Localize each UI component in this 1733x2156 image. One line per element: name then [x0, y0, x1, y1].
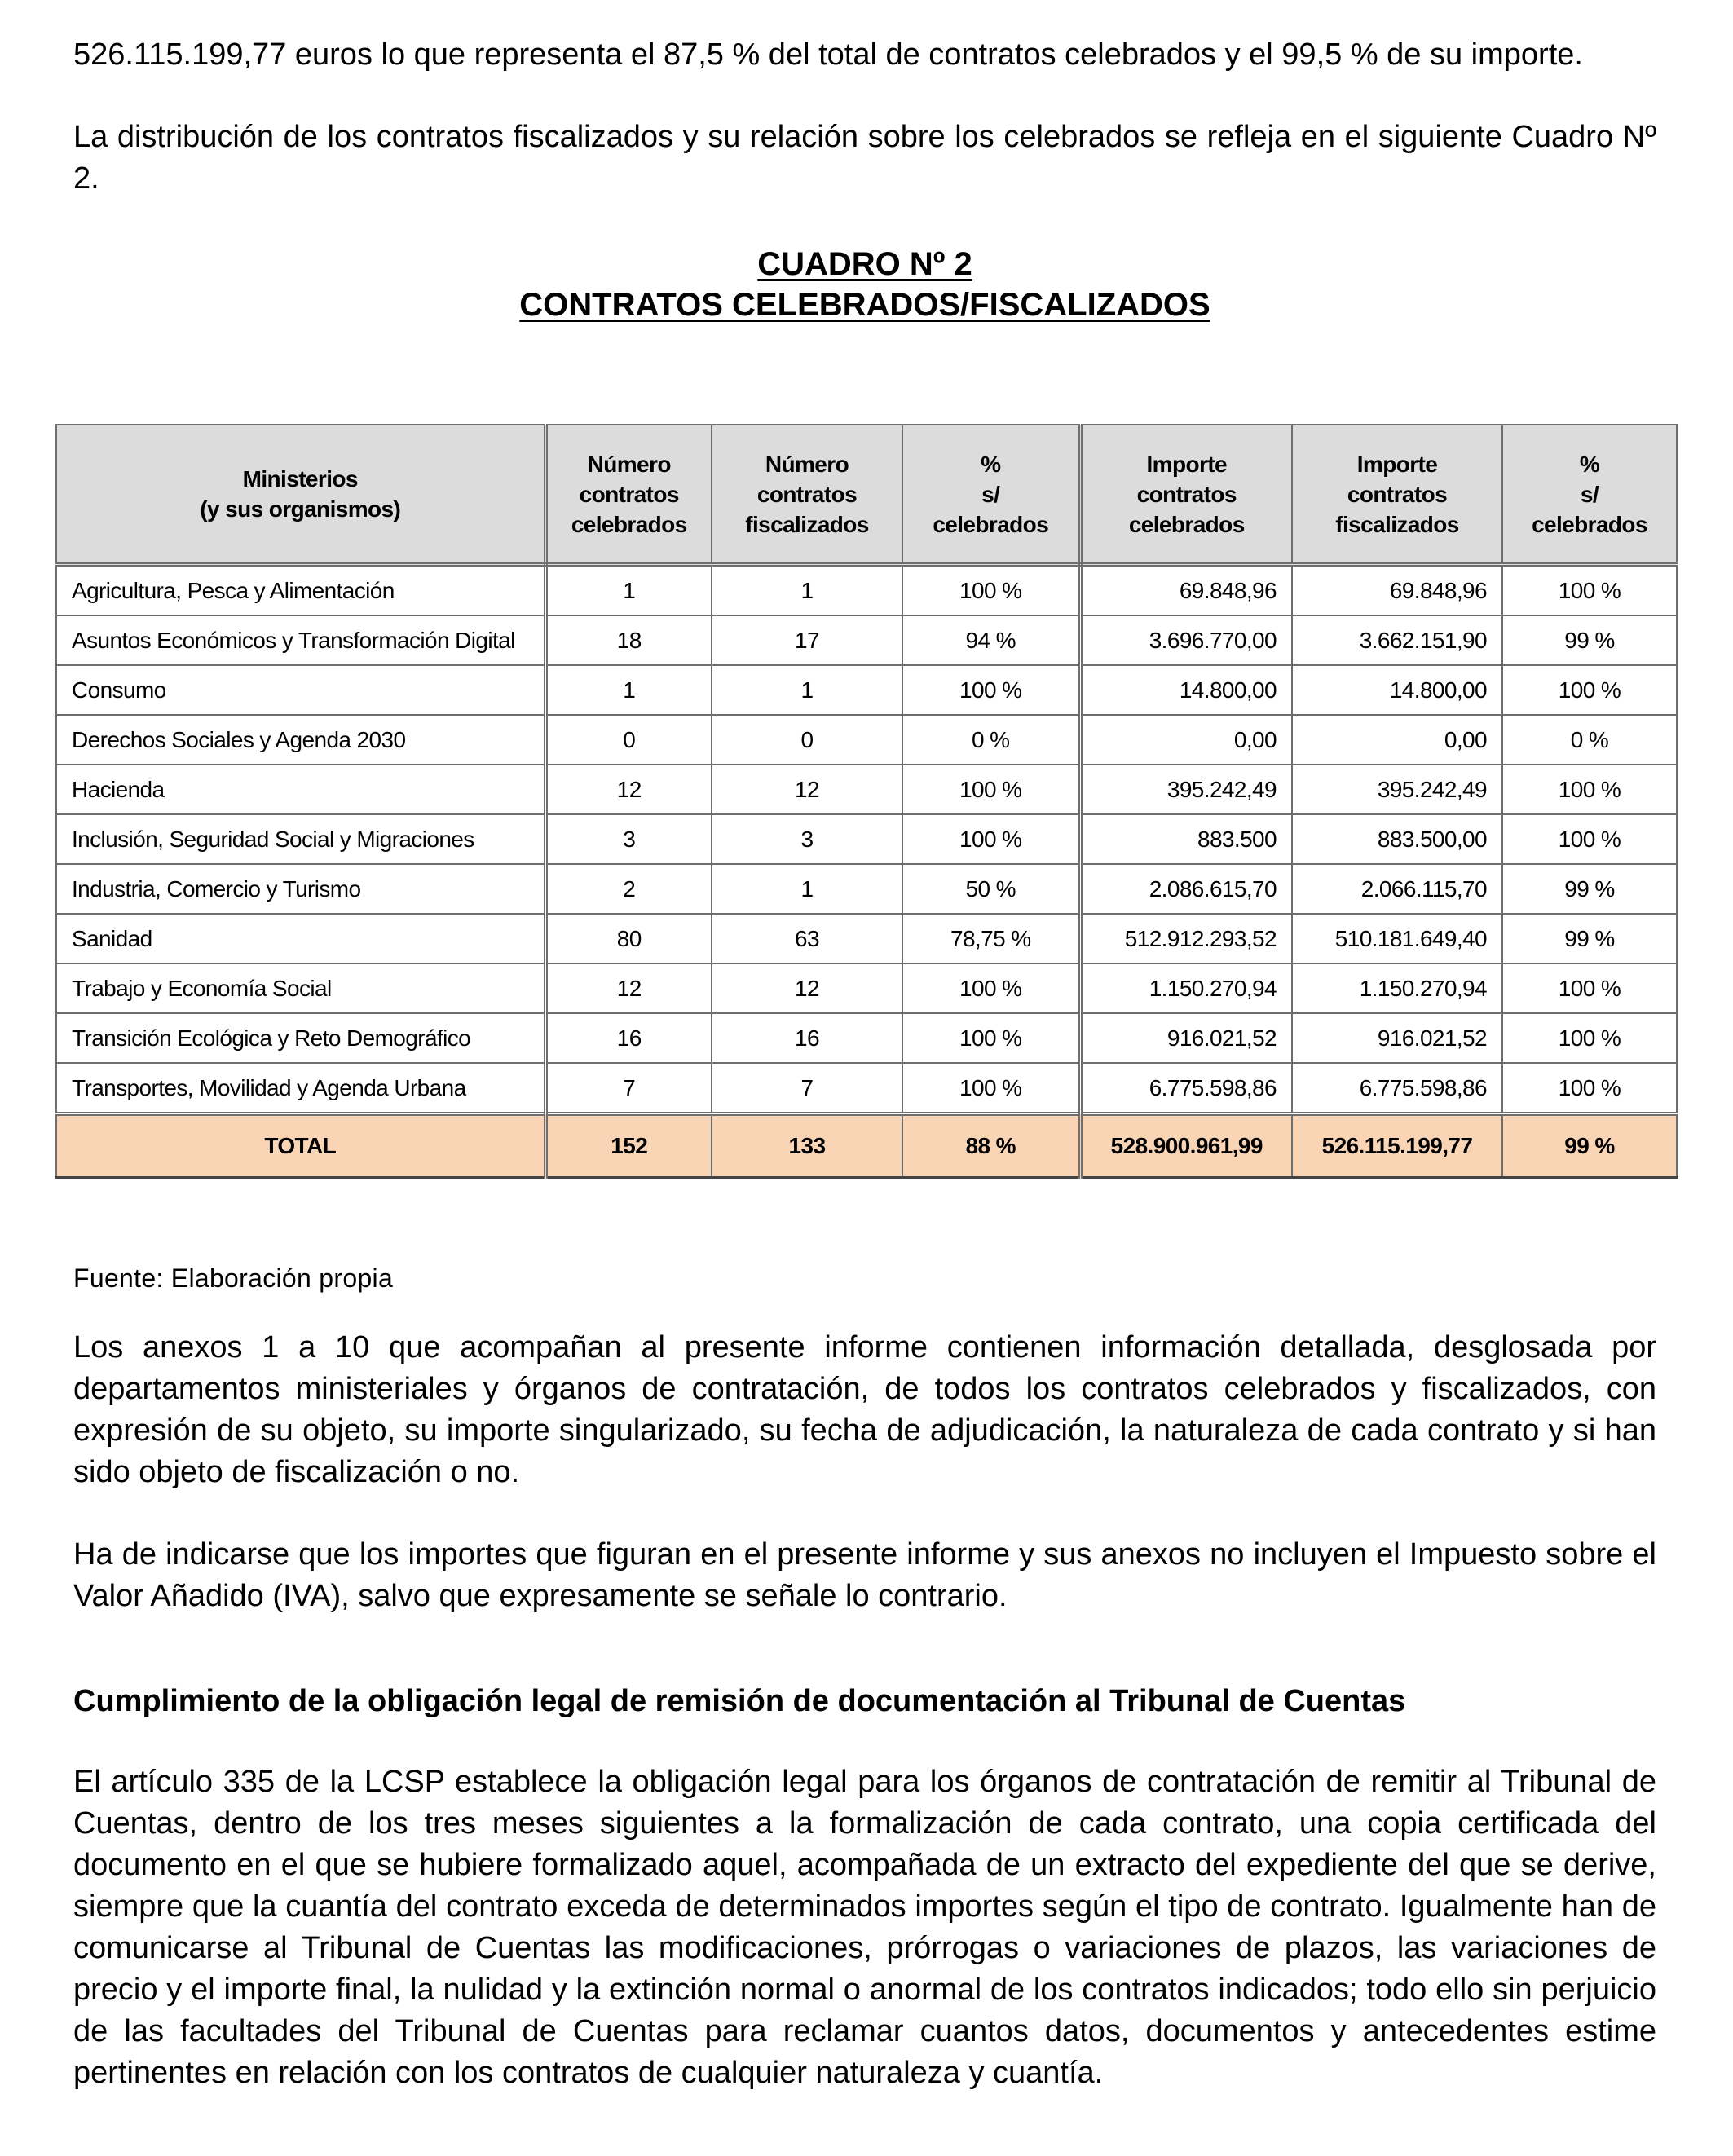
- cell-importe-fiscalizados: 2.066.115,70: [1292, 864, 1502, 914]
- cell-num-fiscalizados: 3: [712, 814, 902, 864]
- cell-num-fiscalizados: 12: [712, 963, 902, 1013]
- cell-importe-celebrados: 512.912.293,52: [1080, 914, 1292, 963]
- table-title-line-2: CONTRATOS CELEBRADOS/FISCALIZADOS: [519, 287, 1210, 323]
- cell-importe-fiscalizados: 0,00: [1292, 715, 1502, 765]
- cell-num-celebrados: 16: [545, 1013, 712, 1063]
- paragraph-2: La distribución de los contratos fiscalizados y su relación sobre los celebrados se refleja en el siguiente Cuadro Nº 2.: [73, 120, 1656, 196]
- table-caption: [73, 244, 1656, 325]
- body-text-after-table: [73, 1327, 1656, 2094]
- cell-pct-importe: 100 %: [1502, 1063, 1677, 1114]
- cell-importe-fiscalizados: 14.800,00: [1292, 665, 1502, 715]
- cell-num-celebrados: 12: [545, 963, 712, 1013]
- table-row: [56, 665, 1677, 715]
- cell-num-celebrados: 1: [545, 665, 712, 715]
- cell-importe-fiscalizados: 3.662.151,90: [1292, 615, 1502, 665]
- header-num-celebrados: Número contratos celebrados: [545, 425, 712, 565]
- total-importe-fiscalizados: 526.115.199,77: [1292, 1114, 1502, 1178]
- total-num-fiscalizados: 133: [712, 1114, 902, 1178]
- total-pct-num: 88 %: [902, 1114, 1080, 1178]
- cell-pct-importe: 99 %: [1502, 914, 1677, 963]
- cell-importe-celebrados: 883.500: [1080, 814, 1292, 864]
- cell-pct-importe: 99 %: [1502, 864, 1677, 914]
- cell-pct-importe: 0 %: [1502, 715, 1677, 765]
- cell-pct-num: 100 %: [902, 1063, 1080, 1114]
- cell-num-celebrados: 2: [545, 864, 712, 914]
- cell-ministry: Transición Ecológica y Reto Demográfico: [56, 1013, 545, 1063]
- cell-importe-celebrados: 916.021,52: [1080, 1013, 1292, 1063]
- paragraph-3: Los anexos 1 a 10 que acompañan al presente informe contienen información detallada, desglosada por departamentos ministeriales y órganos de contratación, de todos los contratos celebrados y fiscalizados, con expresión de su objeto, su importe singularizado, su fecha de adjudicación, la naturaleza de cada contrato y si han sido objeto de fiscalización o no.: [73, 1330, 1656, 1489]
- cell-pct-importe: 100 %: [1502, 963, 1677, 1013]
- cell-importe-fiscalizados: 69.848,96: [1292, 565, 1502, 616]
- table-row: [56, 814, 1677, 864]
- cell-num-fiscalizados: 63: [712, 914, 902, 963]
- cell-importe-celebrados: 0,00: [1080, 715, 1292, 765]
- cell-pct-num: 94 %: [902, 615, 1080, 665]
- cell-ministry: Asuntos Económicos y Transformación Digital: [56, 615, 545, 665]
- total-importe-celebrados: 528.900.961,99: [1080, 1114, 1292, 1178]
- cell-ministry: Agricultura, Pesca y Alimentación: [56, 565, 545, 616]
- document-page: [72, 34, 1656, 2090]
- cell-ministry: Transportes, Movilidad y Agenda Urbana: [56, 1063, 545, 1114]
- cell-importe-fiscalizados: 883.500,00: [1292, 814, 1502, 864]
- cell-importe-celebrados: 3.696.770,00: [1080, 615, 1292, 665]
- cell-ministry: Industria, Comercio y Turismo: [56, 864, 545, 914]
- cell-num-celebrados: 0: [545, 715, 712, 765]
- cell-num-celebrados: 1: [545, 565, 712, 616]
- cell-ministry: Hacienda: [56, 765, 545, 814]
- section-heading: Cumplimiento de la obligación legal de remisión de documentación al Tribunal de Cuentas: [73, 1684, 1406, 1718]
- contracts-table: [55, 424, 1678, 1179]
- cell-num-celebrados: 3: [545, 814, 712, 864]
- cell-ministry: Trabajo y Economía Social: [56, 963, 545, 1013]
- cell-importe-celebrados: 1.150.270,94: [1080, 963, 1292, 1013]
- cell-ministry: Consumo: [56, 665, 545, 715]
- cell-pct-importe: 100 %: [1502, 1013, 1677, 1063]
- cell-num-celebrados: 7: [545, 1063, 712, 1114]
- cell-pct-importe: 100 %: [1502, 565, 1677, 616]
- table-row: [56, 1013, 1677, 1063]
- cell-pct-num: 100 %: [902, 963, 1080, 1013]
- header-pct-importe: % s/ celebrados: [1502, 425, 1677, 565]
- cell-num-celebrados: 80: [545, 914, 712, 963]
- cell-num-celebrados: 18: [545, 615, 712, 665]
- cell-importe-fiscalizados: 510.181.649,40: [1292, 914, 1502, 963]
- cell-pct-importe: 99 %: [1502, 615, 1677, 665]
- header-pct-num: % s/ celebrados: [902, 425, 1080, 565]
- cell-importe-fiscalizados: 916.021,52: [1292, 1013, 1502, 1063]
- header-importe-fiscalizados: Importe contratos fiscalizados: [1292, 425, 1502, 565]
- cell-num-fiscalizados: 0: [712, 715, 902, 765]
- cell-pct-importe: 100 %: [1502, 665, 1677, 715]
- table-row: [56, 963, 1677, 1013]
- cell-ministry: Derechos Sociales y Agenda 2030: [56, 715, 545, 765]
- cell-pct-num: 100 %: [902, 765, 1080, 814]
- total-num-celebrados: 152: [545, 1114, 712, 1178]
- cell-pct-num: 100 %: [902, 814, 1080, 864]
- table-row: [56, 864, 1677, 914]
- header-importe-celebrados: Importe contratos celebrados: [1080, 425, 1292, 565]
- cell-importe-celebrados: 2.086.615,70: [1080, 864, 1292, 914]
- table-source: Fuente: Elaboración propia: [73, 1263, 394, 1293]
- cell-num-fiscalizados: 1: [712, 565, 902, 616]
- paragraph-1: 526.115.199,77 euros lo que representa el 87,5 % del total de contratos celebrados y el 99,5 % de su importe.: [73, 37, 1583, 72]
- cell-num-celebrados: 12: [545, 765, 712, 814]
- table-row: [56, 715, 1677, 765]
- cell-importe-celebrados: 14.800,00: [1080, 665, 1292, 715]
- table-row: [56, 765, 1677, 814]
- table-row: [56, 1063, 1677, 1114]
- table-row: [56, 565, 1677, 616]
- cell-pct-num: 78,75 %: [902, 914, 1080, 963]
- cell-pct-num: 100 %: [902, 1013, 1080, 1063]
- cell-num-fiscalizados: 1: [712, 864, 902, 914]
- cell-pct-num: 100 %: [902, 665, 1080, 715]
- table-header-row: [56, 425, 1677, 565]
- cell-ministry: Sanidad: [56, 914, 545, 963]
- cell-pct-num: 0 %: [902, 715, 1080, 765]
- header-num-fiscalizados: Número contratos fiscalizados: [712, 425, 902, 565]
- cell-num-fiscalizados: 1: [712, 665, 902, 715]
- cell-num-fiscalizados: 12: [712, 765, 902, 814]
- cell-importe-fiscalizados: 6.775.598,86: [1292, 1063, 1502, 1114]
- cell-num-fiscalizados: 17: [712, 615, 902, 665]
- table-row: [56, 615, 1677, 665]
- total-pct-importe: 99 %: [1502, 1114, 1677, 1178]
- cell-pct-importe: 100 %: [1502, 814, 1677, 864]
- total-ministry: TOTAL: [56, 1114, 545, 1178]
- paragraph-4: Ha de indicarse que los importes que figuran en el presente informe y sus anexos no incluyen el Impuesto sobre el Valor Añadido (IVA), salvo que expresamente se señale lo contrario.: [73, 1537, 1656, 1613]
- cell-pct-importe: 100 %: [1502, 765, 1677, 814]
- cell-importe-celebrados: 6.775.598,86: [1080, 1063, 1292, 1114]
- table-row: [56, 914, 1677, 963]
- cell-pct-num: 100 %: [902, 565, 1080, 616]
- header-ministerios: Ministerios (y sus organismos): [56, 425, 545, 565]
- total-row: [56, 1114, 1677, 1178]
- paragraph-5: El artículo 335 de la LCSP establece la obligación legal para los órganos de contratación de remitir al Tribunal de Cuentas, dentro de los tres meses siguientes a la formalización de cada contrato, una copia certificada del documento en el que se hubiere formalizado aquel, acompañada de un extracto del expediente del que se derive, siempre que la cuantía del contrato exceda de determinados importes según el tipo de contrato. Igualmente han de comunicarse al Tribunal de Cuentas las modificaciones, prórrogas o variaciones de plazos, las variaciones de precio y el importe final, la nulidad y la extinción normal o anormal de los contratos indicados; todo ello sin perjuicio de las facultades del Tribunal de Cuentas para reclamar cuantos datos, documentos y antecedentes estime pertinentes en relación con los contratos de cualquier naturaleza y cuantía.: [73, 1765, 1656, 2090]
- cell-importe-celebrados: 69.848,96: [1080, 565, 1292, 616]
- cell-ministry: Inclusión, Seguridad Social y Migraciones: [56, 814, 545, 864]
- cell-importe-fiscalizados: 395.242,49: [1292, 765, 1502, 814]
- cell-pct-num: 50 %: [902, 864, 1080, 914]
- cell-num-fiscalizados: 16: [712, 1013, 902, 1063]
- cell-importe-fiscalizados: 1.150.270,94: [1292, 963, 1502, 1013]
- cell-num-fiscalizados: 7: [712, 1063, 902, 1114]
- table-title-line-1: CUADRO Nº 2: [757, 246, 972, 282]
- cell-importe-celebrados: 395.242,49: [1080, 765, 1292, 814]
